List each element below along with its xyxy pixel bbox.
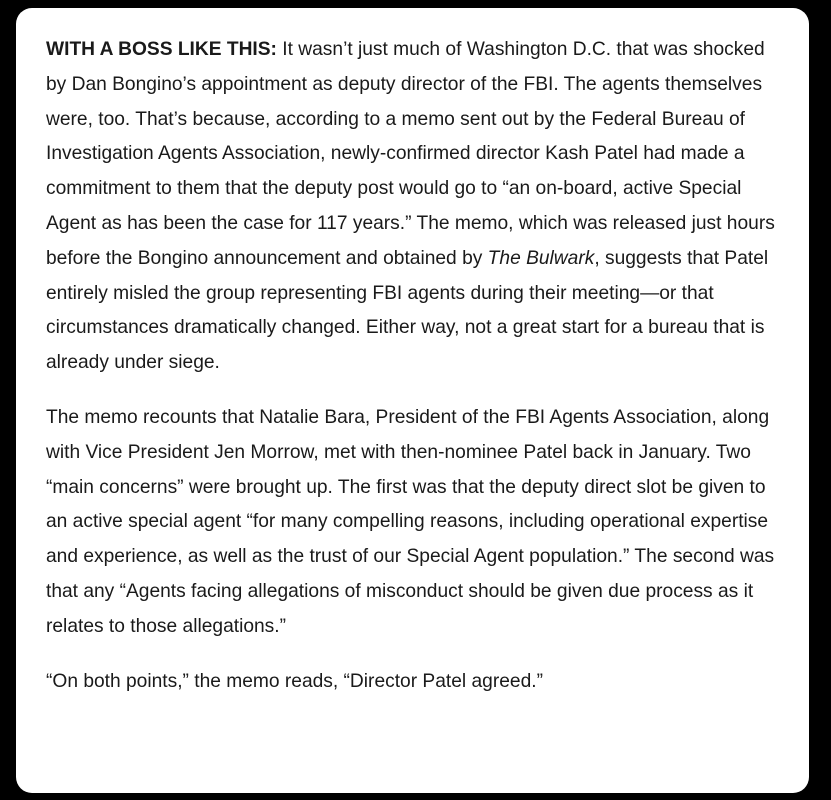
article-card <box>16 8 809 793</box>
paragraph-2: The memo recounts that Natalie Bara, President of the FBI Agents Association, along with Vice President Jen Morrow, met with then-nominee Patel back in January. Two “main concerns” were brought up. The first was that the deputy direct slot be given to an active special agent “for many compelling reasons, including operational expertise and experience, as well as the trust of our Special Agent population.” The second was that any “Agents facing allegations of misconduct should be given due process as it relates to those allegations.” <box>46 406 775 637</box>
paragraph-1-text-b: , suggests that Patel entirely misled the group representing FBI agents during their meeting—or that circumstances dramatically changed. Either way, not a great start for a bureau that is already under siege. <box>46 247 769 374</box>
section-lead: WITH A BOSS LIKE THIS: <box>46 39 277 60</box>
paragraph-1-text-a: It wasn’t just much of Washington D.C. that was shocked by Dan Bongino’s appointment as deputy director of the FBI. The agents themselves were, too. That’s because, according to a memo sent out by the Federal Bureau of Investigation Agents Association, newly-confirmed director Kash Patel had made a commitment to them that the deputy post would go to “an on-board, active Special Agent as has been the case for 117 years.” The memo, which was released just hours before the Bongino announcement and obtained by <box>46 39 775 269</box>
publication-name: The Bulwark <box>487 247 595 269</box>
paragraph-3: “On both points,” the memo reads, “Director Patel agreed.” <box>46 670 543 692</box>
paragraph-1 <box>46 33 781 381</box>
